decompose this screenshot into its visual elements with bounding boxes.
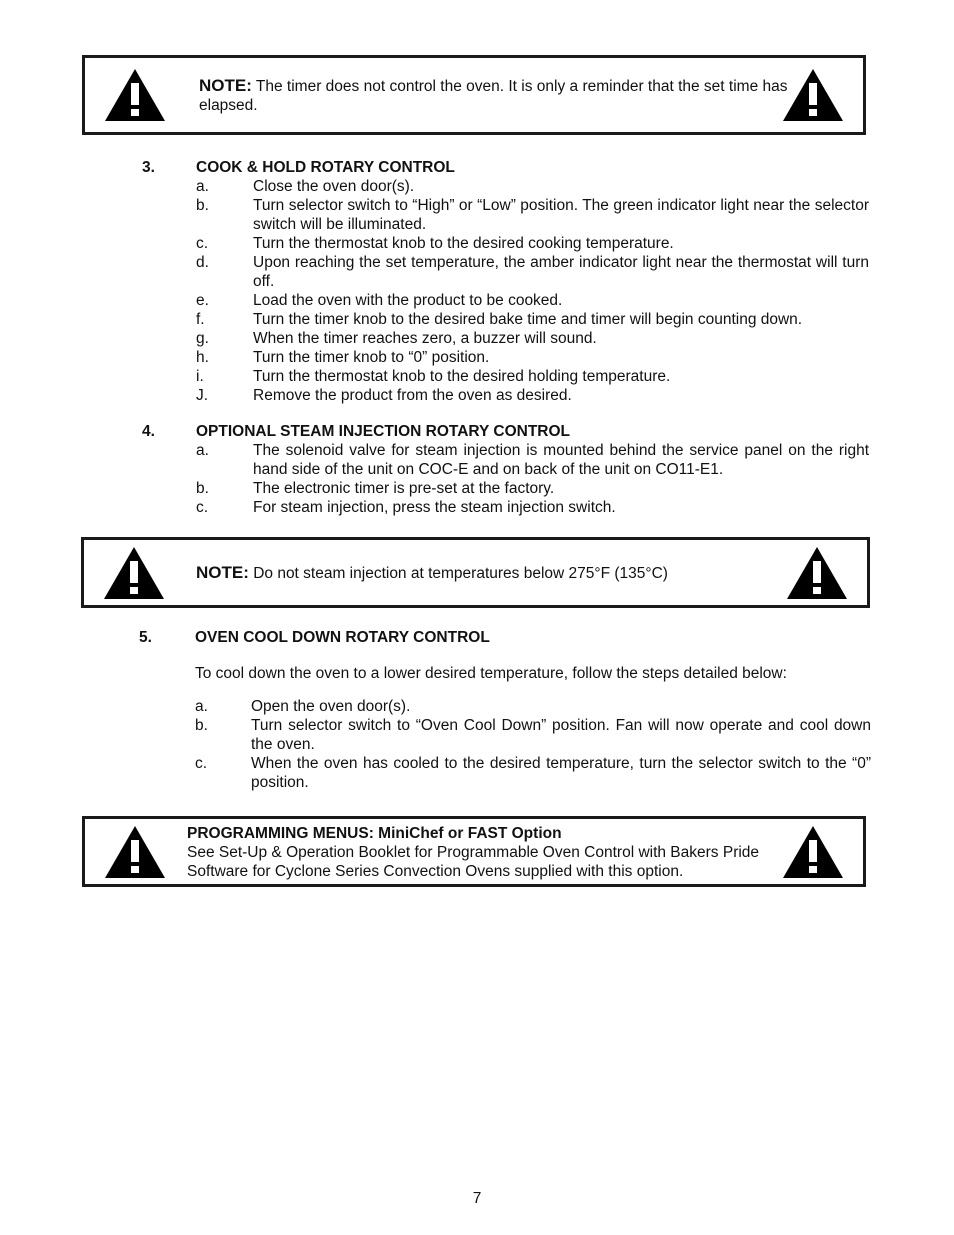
list-item [0, 291, 954, 310]
list-item-text: Turn the timer knob to the desired bake time and timer will begin counting down. [253, 311, 803, 328]
list-item-text: Turn the timer knob to “0” position. [253, 349, 490, 366]
list-item-text: Turn the thermostat knob to the desired holding temperature. [253, 368, 671, 385]
list-item-text: Load the oven with the product to be cooked. [253, 292, 563, 309]
warning-triangle-icon [785, 545, 849, 601]
list-item [0, 253, 954, 291]
note-box-programming [82, 816, 866, 887]
list-item-text: Turn the thermostat knob to the desired cooking temperature. [253, 235, 674, 252]
list-item-letter: f. [196, 311, 205, 328]
list-item-text: For steam injection, press the steam injection switch. [253, 499, 616, 516]
list-item-letter: b. [196, 197, 209, 214]
note-box-timer [82, 55, 866, 135]
list-item [0, 697, 954, 716]
section-number: 4. [142, 423, 155, 440]
list-item-letter: J. [196, 387, 209, 404]
section-heading [0, 422, 954, 441]
list-item-text: When the timer reaches zero, a buzzer will sound. [253, 330, 597, 347]
section-number: 3. [142, 159, 155, 176]
list-item-letter: d. [196, 254, 209, 271]
list-item [0, 754, 954, 792]
warning-triangle-icon [102, 545, 166, 601]
note-box-steam [81, 537, 870, 608]
list-item-text: Turn selector switch to “High” or “Low” position. The green indicator light near the selector switch will be illuminated. [253, 197, 869, 233]
section-cook-hold [0, 158, 954, 405]
warning-triangle-icon [103, 824, 167, 880]
list-item-letter: a. [196, 178, 209, 195]
list-item-letter: b. [196, 480, 209, 497]
note-body: See Set-Up & Operation Booklet for Programmable Oven Control with Bakers Pride Software for Cyclone Series Convection Ovens supplied with this option. [187, 844, 760, 880]
list-item-letter: c. [196, 235, 209, 252]
list-item [0, 234, 954, 253]
section-title: OVEN COOL DOWN ROTARY CONTROL [195, 629, 490, 646]
list-item [0, 348, 954, 367]
page-number: 7 [472, 1190, 482, 1207]
note-title: PROGRAMMING MENUS: MiniChef or FAST Option [187, 825, 562, 842]
list-item [0, 498, 954, 517]
list-item-letter: a. [195, 698, 208, 715]
section-title: OPTIONAL STEAM INJECTION ROTARY CONTROL [196, 423, 571, 440]
note-text [196, 563, 796, 583]
note-text [187, 824, 787, 881]
section-heading [0, 628, 954, 647]
list-item-letter: a. [196, 442, 209, 459]
warning-triangle-icon [781, 824, 845, 880]
list-item [0, 367, 954, 386]
list-item-letter: e. [196, 292, 209, 309]
list-item-text: The electronic timer is pre-set at the factory. [253, 480, 555, 497]
section-cool-down [0, 628, 954, 792]
list-item-text: The solenoid valve for steam injection is mounted behind the service panel on the right hand side of the unit on COC-E and on back of the unit on CO11-E1. [253, 442, 869, 478]
note-text [199, 76, 789, 115]
list-item [0, 177, 954, 196]
list-item-text: Turn selector switch to “Oven Cool Down” position. Fan will now operate and cool down the oven. [251, 717, 871, 753]
list-item-text: When the oven has cooled to the desired temperature, turn the selector switch to the “0” position. [251, 755, 871, 791]
list-item [0, 329, 954, 348]
list-item [0, 310, 954, 329]
section-title: COOK & HOLD ROTARY CONTROL [196, 159, 455, 176]
warning-triangle-icon [781, 67, 845, 123]
list-item [0, 386, 954, 405]
list-item-letter: h. [196, 349, 209, 366]
note-body: The timer does not control the oven. It is only a reminder that the set time has elapsed. [199, 78, 788, 114]
section-intro: To cool down the oven to a lower desired temperature, follow the steps detailed below: [195, 665, 787, 682]
list-item-text: Close the oven door(s). [253, 178, 415, 195]
list-item-letter: b. [195, 717, 208, 734]
note-label: NOTE: [199, 76, 252, 95]
list-item-letter: c. [195, 755, 208, 772]
note-body: Do not steam injection at temperatures below 275°F (135°C) [248, 565, 668, 582]
list-item-text: Remove the product from the oven as desired. [253, 387, 572, 404]
section-number: 5. [139, 629, 152, 646]
list-item [0, 479, 954, 498]
section-steam-injection [0, 422, 954, 517]
note-label: NOTE: [196, 563, 249, 582]
list-item-letter: c. [196, 499, 209, 516]
list-item-text: Upon reaching the set temperature, the amber indicator light near the thermostat will turn off. [253, 254, 869, 290]
list-item [0, 716, 954, 754]
list-item-letter: i. [196, 368, 204, 385]
list-item-letter: g. [196, 330, 209, 347]
list-item [0, 441, 954, 479]
warning-triangle-icon [103, 67, 167, 123]
section-heading [0, 158, 954, 177]
list-item [0, 196, 954, 234]
list-item-text: Open the oven door(s). [251, 698, 411, 715]
